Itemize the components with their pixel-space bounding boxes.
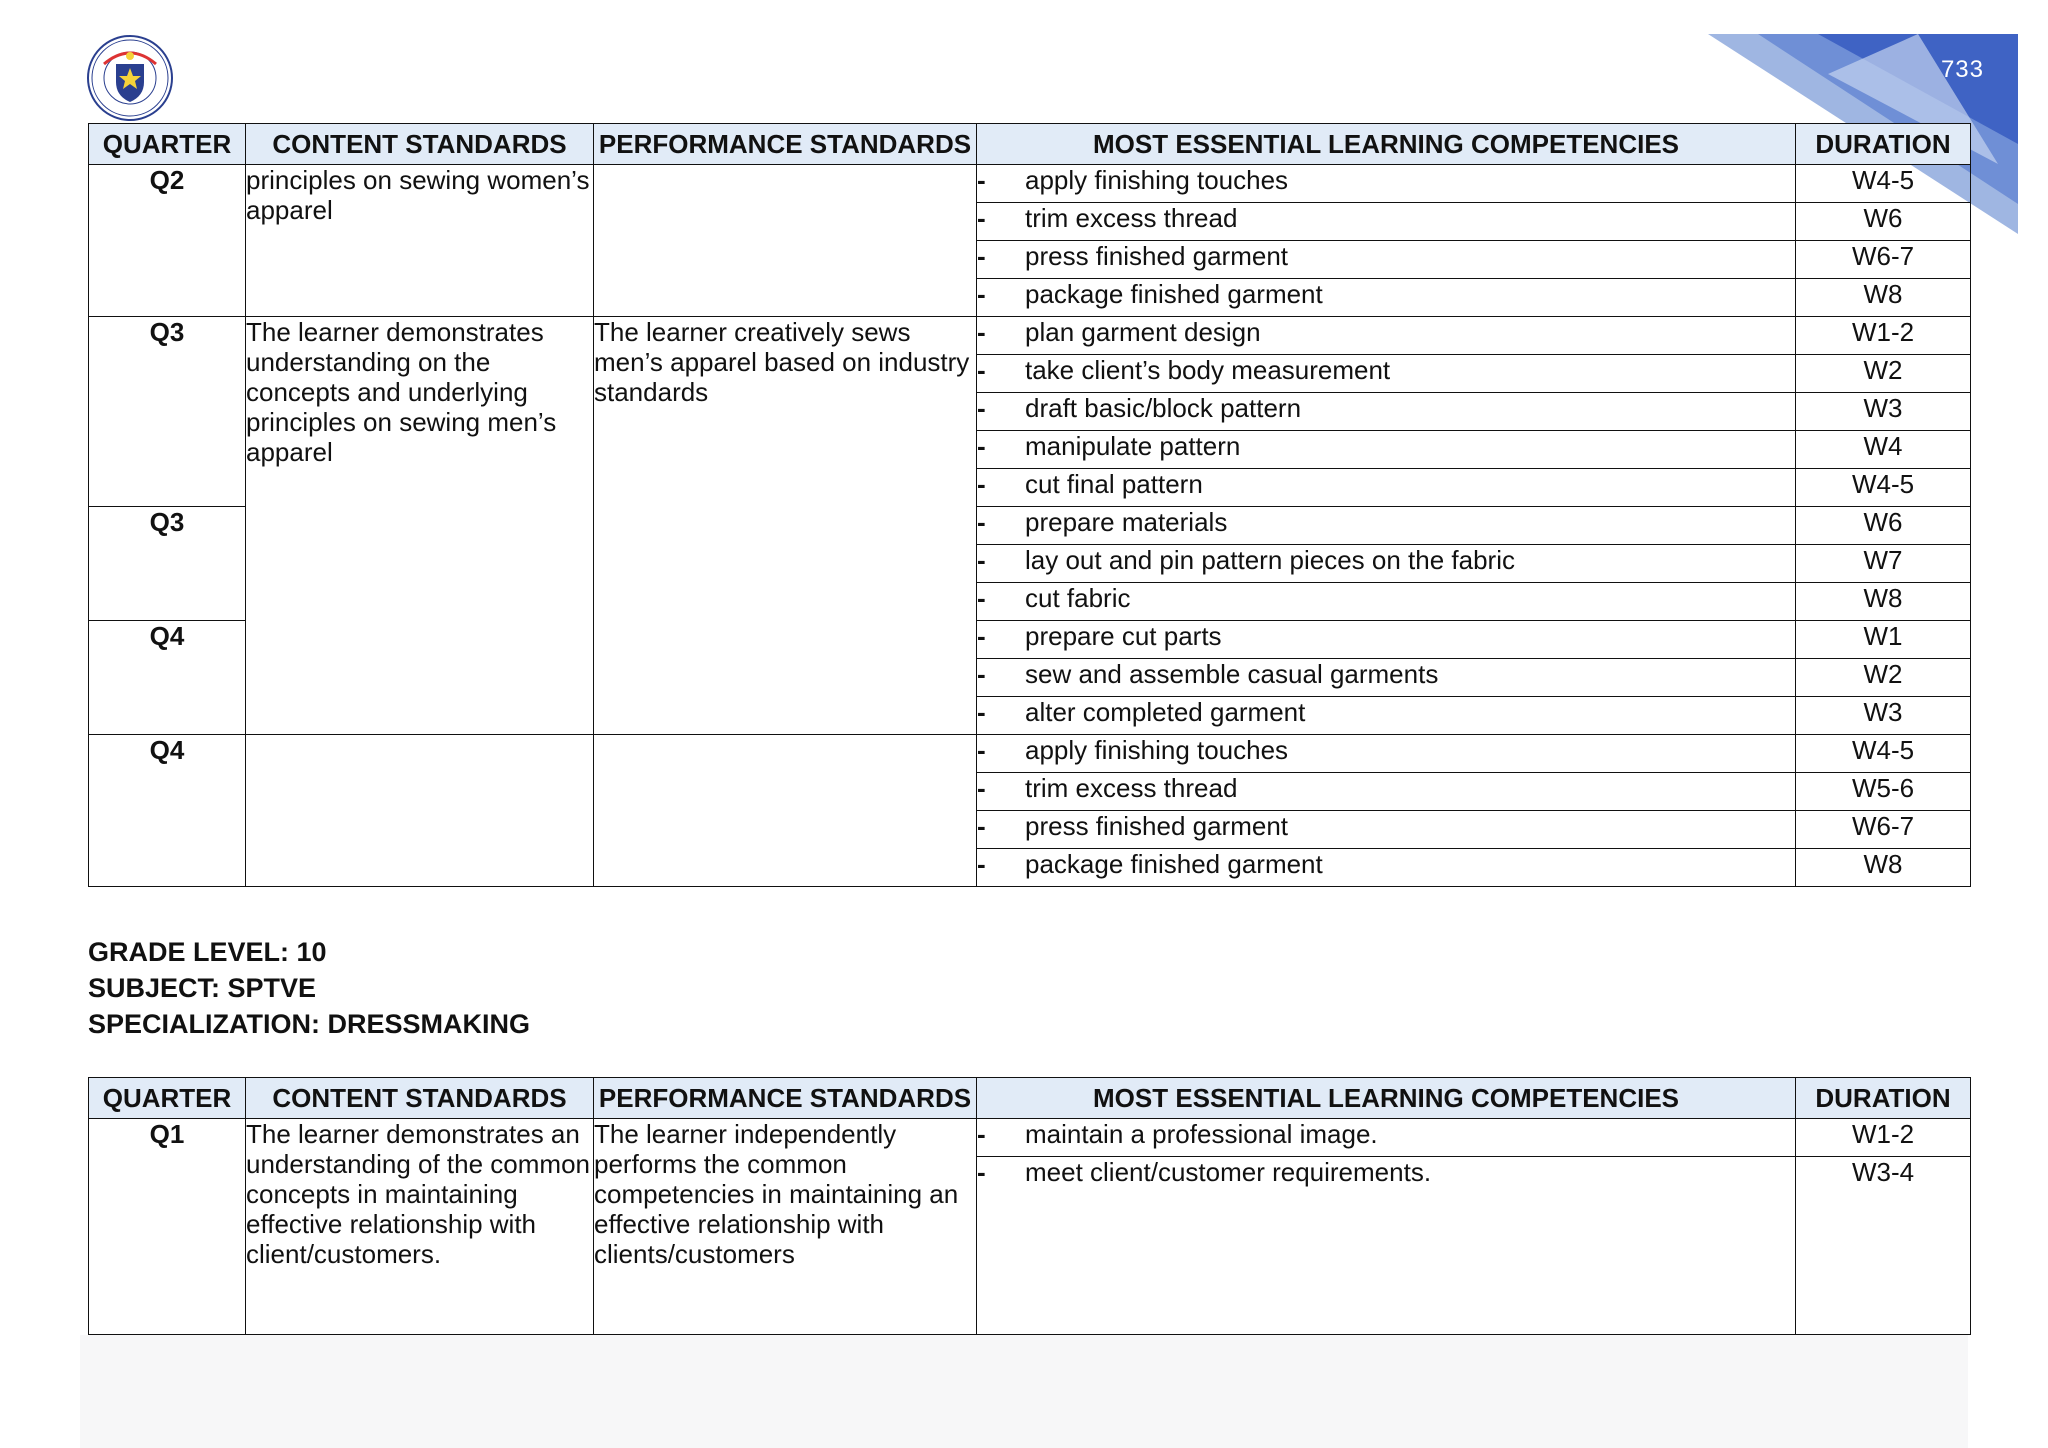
duration-cell: W1 <box>1796 621 1971 659</box>
page-number: 733 <box>1940 56 1984 83</box>
competency-cell: - maintain a professional image. <box>977 1119 1796 1157</box>
competency-cell: - take client’s body measurement <box>977 355 1796 393</box>
grade-level-label: GRADE LEVEL: 10 <box>88 937 327 967</box>
header-duration: DURATION <box>1796 124 1971 165</box>
competency-cell: - press finished garment <box>977 241 1796 279</box>
duration-cell: W4-5 <box>1796 469 1971 507</box>
competency-cell: - trim excess thread <box>977 773 1796 811</box>
header-competencies: MOST ESSENTIAL LEARNING COMPETENCIES <box>977 124 1796 165</box>
header-duration: DURATION <box>1796 1078 1971 1119</box>
header-content-standards: CONTENT STANDARDS <box>246 124 594 165</box>
duration-cell: W1-2 <box>1796 1119 1971 1157</box>
duration-cell: W3 <box>1796 697 1971 735</box>
duration-cell: W4 <box>1796 431 1971 469</box>
competency-cell: - prepare cut parts <box>977 621 1796 659</box>
table-header-row <box>89 1078 1971 1119</box>
competency-cell: - manipulate pattern <box>977 431 1796 469</box>
content-standard-cell: The learner demonstrates understanding on the concepts and underlying principles on sewing men’s apparel <box>246 317 594 735</box>
competency-cell: - cut fabric <box>977 583 1796 621</box>
competency-cell: - alter completed garment <box>977 697 1796 735</box>
duration-cell: W3-4 <box>1796 1157 1971 1335</box>
quarter-cell: Q3 <box>89 507 246 621</box>
quarter-cell: Q2 <box>89 165 246 317</box>
duration-cell: W2 <box>1796 355 1971 393</box>
performance-standard-cell <box>594 165 977 317</box>
competency-cell: - trim excess thread <box>977 203 1796 241</box>
duration-cell: W2 <box>1796 659 1971 697</box>
table-row <box>89 1119 1971 1157</box>
duration-cell: W1-2 <box>1796 317 1971 355</box>
duration-cell: W8 <box>1796 849 1971 887</box>
competency-cell: - draft basic/block pattern <box>977 393 1796 431</box>
competency-cell: - cut final pattern <box>977 469 1796 507</box>
header-performance-standards: PERFORMANCE STANDARDS <box>594 124 977 165</box>
competency-cell: - prepare materials <box>977 507 1796 545</box>
duration-cell: W4-5 <box>1796 735 1971 773</box>
header-competencies: MOST ESSENTIAL LEARNING COMPETENCIES <box>977 1078 1796 1119</box>
duration-cell: W8 <box>1796 279 1971 317</box>
duration-cell: W8 <box>1796 583 1971 621</box>
performance-standard-cell: The learner independently performs the common competencies in maintaining an effective relationship with clients/customers <box>594 1119 977 1335</box>
content-standard-cell: principles on sewing women’s apparel <box>246 165 594 317</box>
duration-cell: W6 <box>1796 203 1971 241</box>
grade-level-info <box>88 934 530 1042</box>
subject-label: SUBJECT: SPTVE <box>88 973 317 1003</box>
content-standard-cell <box>246 735 594 887</box>
header-content-standards: CONTENT STANDARDS <box>246 1078 594 1119</box>
duration-cell: W5-6 <box>1796 773 1971 811</box>
competency-cell: - apply finishing touches <box>977 735 1796 773</box>
competency-cell: - lay out and pin pattern pieces on the fabric <box>977 545 1796 583</box>
deped-seal-logo <box>86 34 174 122</box>
content-standard-cell: The learner demonstrates an understanding of the common concepts in maintaining effective relationship with client/customers. <box>246 1119 594 1335</box>
table-row <box>89 735 1971 773</box>
header-performance-standards: PERFORMANCE STANDARDS <box>594 1078 977 1119</box>
duration-cell: W7 <box>1796 545 1971 583</box>
competency-cell: - apply finishing touches <box>977 165 1796 203</box>
quarter-cell: Q3 <box>89 317 246 507</box>
page-bottom-band <box>80 1335 1968 1448</box>
competency-cell: - package finished garment <box>977 279 1796 317</box>
duration-cell: W4-5 <box>1796 165 1971 203</box>
competency-cell: - sew and assemble casual garments <box>977 659 1796 697</box>
header-quarter: QUARTER <box>89 124 246 165</box>
duration-cell: W6-7 <box>1796 811 1971 849</box>
competency-cell: - press finished garment <box>977 811 1796 849</box>
quarter-cell: Q4 <box>89 621 246 735</box>
duration-cell: W3 <box>1796 393 1971 431</box>
specialization-label: SPECIALIZATION: DRESSMAKING <box>88 1009 531 1039</box>
competency-cell: - plan garment design <box>977 317 1796 355</box>
duration-cell: W6 <box>1796 507 1971 545</box>
table-row <box>89 317 1971 355</box>
performance-standard-cell <box>594 735 977 887</box>
table-header-row <box>89 124 1971 165</box>
table-row <box>89 165 1971 203</box>
curriculum-table-continued <box>88 123 1971 887</box>
curriculum-table-grade-10 <box>88 1077 1971 1335</box>
competency-cell: - package finished garment <box>977 849 1796 887</box>
quarter-cell: Q4 <box>89 735 246 887</box>
competency-cell: - meet client/customer requirements. <box>977 1157 1796 1335</box>
performance-standard-cell: The learner creatively sews men’s apparel based on industry standards <box>594 317 977 735</box>
quarter-cell: Q1 <box>89 1119 246 1335</box>
duration-cell: W6-7 <box>1796 241 1971 279</box>
header-quarter: QUARTER <box>89 1078 246 1119</box>
